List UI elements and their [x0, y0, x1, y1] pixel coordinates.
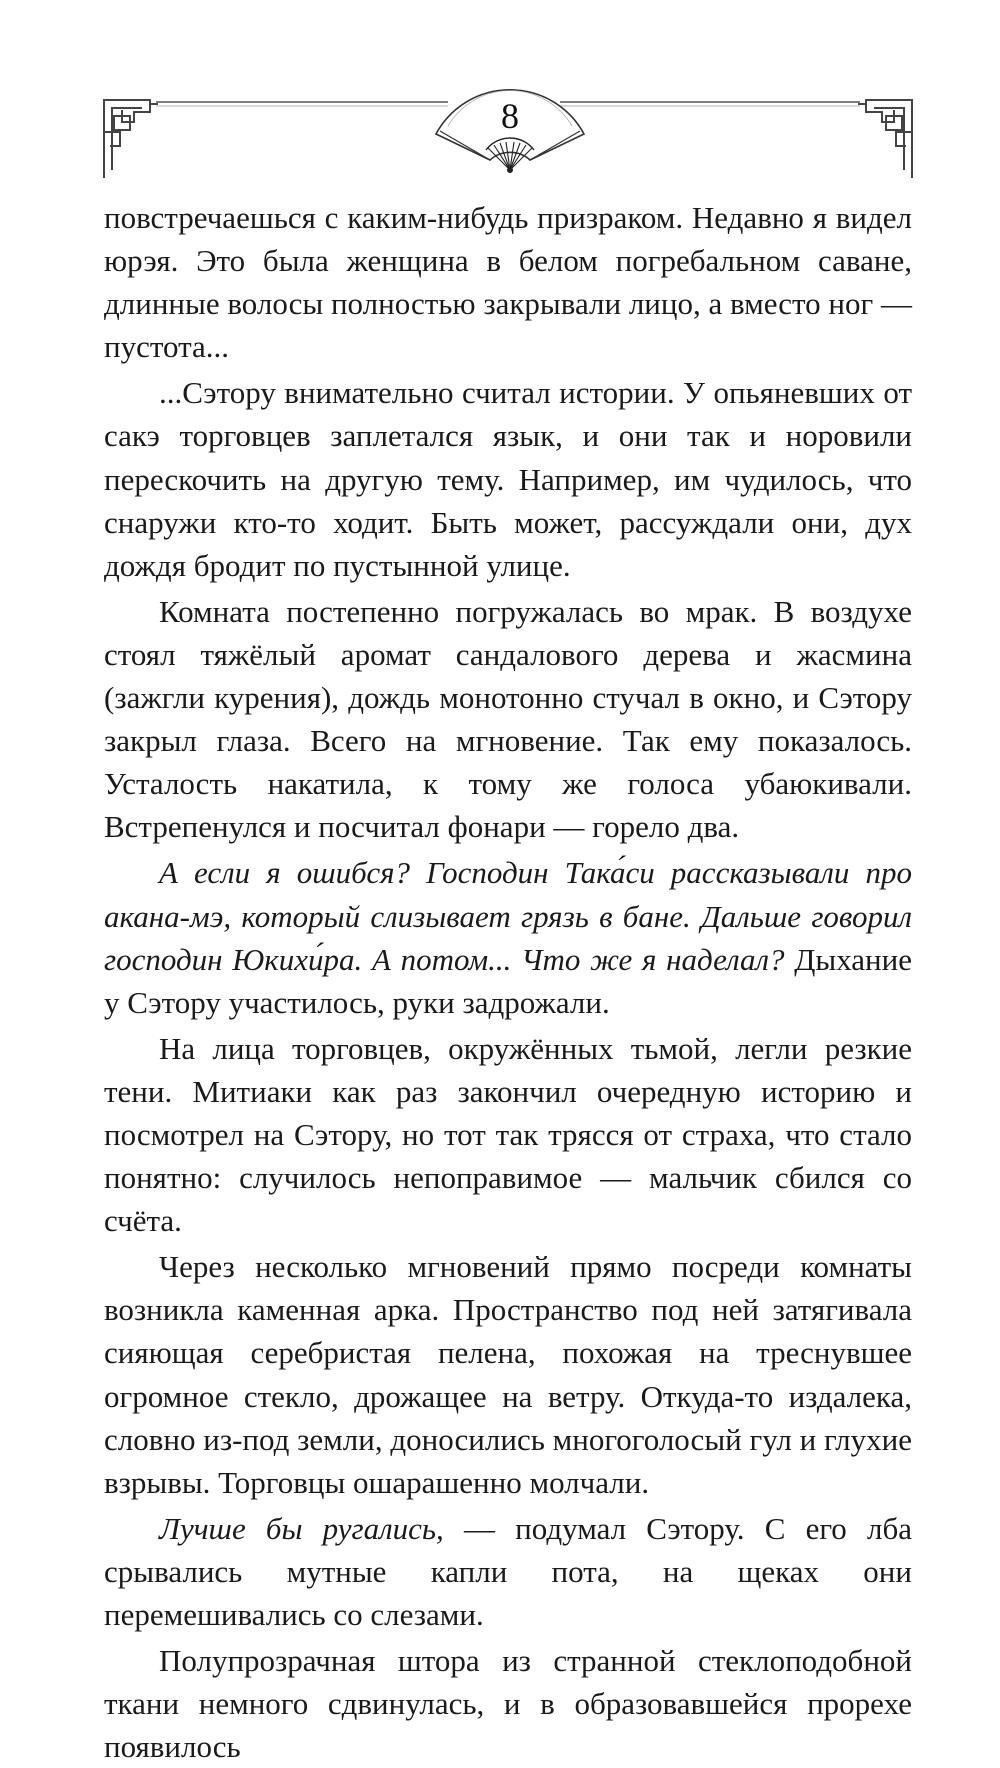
- paragraph: [104, 196, 912, 368]
- paragraph-text: ...Сэтору внимательно считал истории. У опьяневших от сакэ торговцев заплетался язык, и они так и норовили перескочить на другую тему. Например, им чудилось, что снаружи кто-то ходит. Быть может, рассуждали они, дух дождя бродит по пустынной улице.: [104, 375, 912, 583]
- paragraph: [104, 590, 912, 849]
- paragraph-text: Полупрозрачная штора из странной стеклоподобной ткани немного сдвинулась, и в образовавшейся прорехе появилось: [104, 1643, 912, 1765]
- paragraph-text: — подумал Сэтору. С его лба срывались мутные капли пота, на щеках они перемешивались со слезами.: [104, 1510, 912, 1632]
- paragraph-text: Через несколько мгновений прямо посреди комнаты возникла каменная арка. Пространство под ней затягивала сияющая серебристая пелена, похожая на треснувшее огромное стекло, дрожащее на ветру. Откуда-то издалека, словно из-под земли, доносились многоголосый гул и глухие взрывы. Торговцы ошарашенно молчали.: [104, 1249, 912, 1500]
- paragraph-text: повстречаешься с каким-нибудь призраком. Недавно я видел юрэя. Это была женщина в белом погребальном саване, длинные волосы полностью закрывали лицо, а вместо ног — пустота...: [104, 200, 912, 365]
- paragraph-text: Дыхание у Сэтору участилось, руки задрожали.: [104, 941, 912, 1020]
- paragraph: [104, 1027, 912, 1242]
- paragraph-text: Комната постепенно погружалась во мрак. В воздухе стоял тяжёлый аромат сандалового дерева и жасмина (зажгли курения), дождь монотонно стучал в окно, и Сэтору закрыл глаза. Всего на мгновение. Так ему показалось. Усталость накатила, к тому же голоса убаюкивали. Встрепенулся и посчитал фонари — горело два.: [104, 593, 912, 845]
- paragraph: [104, 1507, 912, 1636]
- italic-text: Лучше бы ругались,: [159, 1510, 444, 1546]
- paragraph: [104, 371, 912, 586]
- italic-text: А если я ошибся? Господин Така́си рассказывали про акана-мэ, который слизывает грязь в бане. Дальше говорил господин Юкихи́ра. А потом... Что же я наделал?: [104, 855, 912, 977]
- greek-key-corner-icon: [104, 100, 158, 178]
- chapter-header: [0, 0, 1000, 190]
- header-ornament: [0, 0, 1000, 190]
- page-number: 8: [501, 96, 519, 136]
- greek-key-corner-icon: [858, 100, 912, 178]
- paragraph: [104, 1245, 912, 1504]
- body-text: [104, 196, 912, 1768]
- paragraph: [104, 1639, 912, 1768]
- paragraph: [104, 851, 912, 1023]
- paragraph-text: На лица торговцев, окружённых тьмой, легли резкие тени. Митиаки как раз закончил очередную историю и посмотрел на Сэтору, но тот так трясся от страха, что стало понятно: случилось непоправимое — мальчик сбился со счёта.: [104, 1030, 912, 1239]
